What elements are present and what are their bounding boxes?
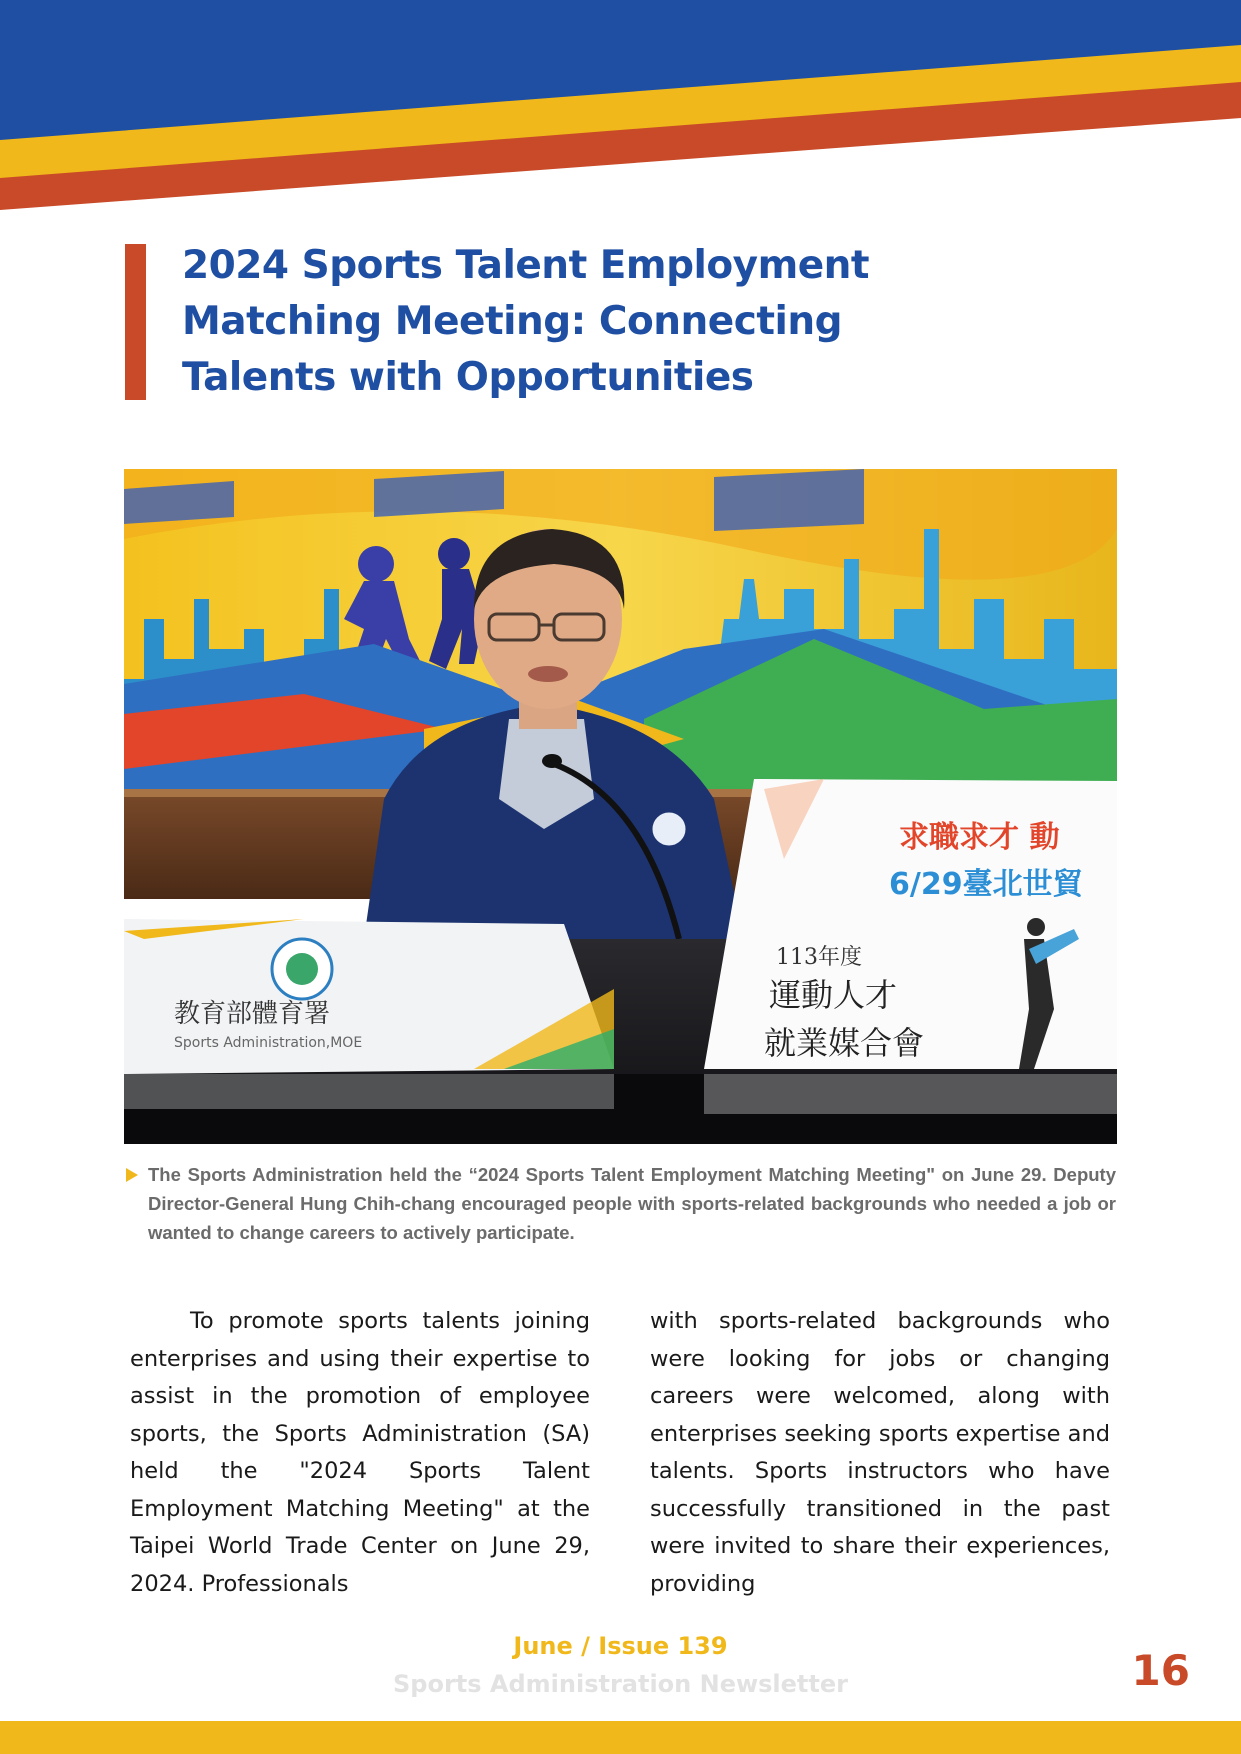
article-title bbox=[182, 238, 942, 406]
body-paragraph-right: with sports-related backgrounds who were looking for jobs or changing careers were welcomed, along with enterprises seeking sports expertise and talents. Sports instructors who have successfully transitioned in the past were invited to share their experiences, providing bbox=[650, 1308, 1110, 1597]
caption-triangle-icon bbox=[126, 1168, 138, 1182]
page-number: 16 bbox=[1131, 1646, 1190, 1695]
title-accent-bar bbox=[125, 244, 146, 400]
article-photo bbox=[124, 469, 1117, 1144]
title-line: 2024 Sports Talent Employment bbox=[182, 243, 870, 288]
body-column-right bbox=[650, 1303, 1110, 1603]
footer-yellow-band bbox=[0, 1721, 1241, 1754]
photo-illustration bbox=[124, 469, 1117, 1144]
poster-title1-text: 運動人才 bbox=[769, 976, 898, 1014]
footer-newsletter-name: Sports Administration Newsletter bbox=[392, 1670, 848, 1698]
photo-caption bbox=[126, 1160, 1116, 1247]
title-line: Talents with Opportunities bbox=[182, 355, 754, 400]
event-poster bbox=[704, 779, 1117, 1069]
title-line: Matching Meeting: Connecting bbox=[182, 299, 843, 344]
poster-title2-text: 就業媒合會 bbox=[764, 1024, 925, 1062]
poster-line1-text: 求職求才 動 bbox=[899, 820, 1060, 855]
poster-year-text: 113年度 bbox=[776, 945, 862, 970]
nameplate bbox=[124, 919, 614, 1074]
footer-issue: June / Issue 139 bbox=[513, 1632, 728, 1660]
nameplate-cn-text: 教育部體育署 bbox=[174, 999, 331, 1029]
body-paragraph-left: To promote sports talents joining enterprises and using their expertise to assist in the promotion of employee sports, the Sports Administration (SA) held the "2024 Sports Talent Employment Matching Meeting" at the Taipei World Trade Center on June 29, 2024. Professionals bbox=[130, 1308, 590, 1597]
body-column-left bbox=[130, 1303, 590, 1603]
header-bands bbox=[0, 0, 1241, 215]
caption-text: The Sports Administration held the “2024 Sports Talent Employment Matching Meeting" on June 29. Deputy Director-General Hung Chih-chang encouraged people with sports-related backgrounds who needed a job or wanted to change careers to actively participate. bbox=[148, 1164, 1116, 1243]
poster-line2-text: 6/29臺北世貿 bbox=[889, 867, 1083, 902]
nameplate-en-text: Sports Administration,MOE bbox=[174, 1035, 363, 1051]
